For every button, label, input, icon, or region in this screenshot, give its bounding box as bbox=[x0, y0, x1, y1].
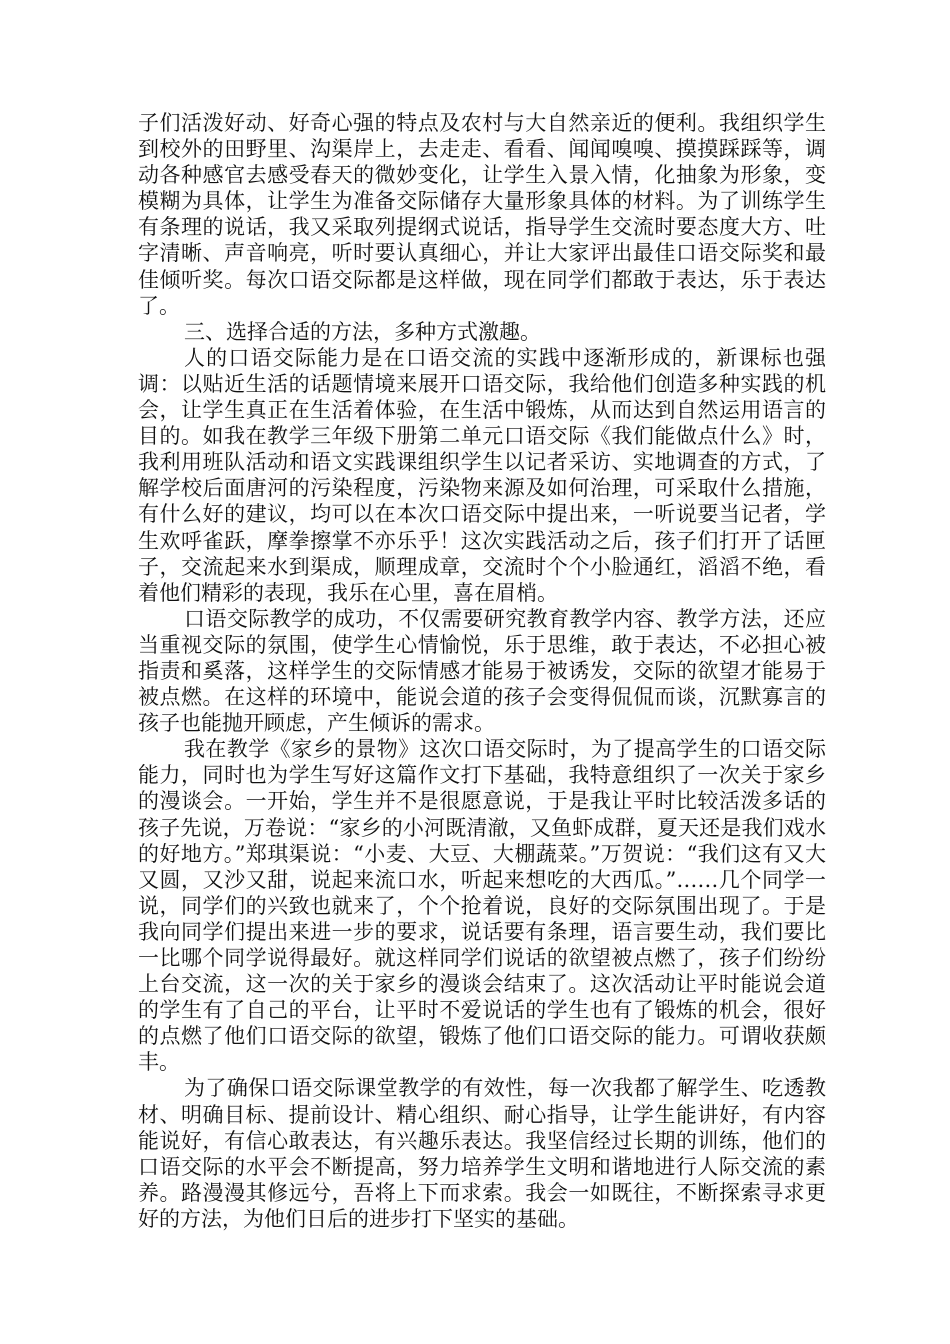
document-body bbox=[138, 110, 826, 1232]
section-heading: 三、选择合适的方法，多种方式激趣。 bbox=[184, 319, 541, 344]
paragraph-atmosphere: 口语交际教学的成功，不仅需要研究教育教学内容、教学方法，还应当重视交际的氛围，使学生心情愉悦，乐于思维，敢于表达，不必担心被指责和奚落，这样学生的交际情感才能易于被诱发，交际的欲望才能易于被点燃。在这样的环境中，能说会道的孩子会变得侃侃而谈，沉默寡言的孩子也能抛开顾虑，产生倾诉的需求。 bbox=[138, 606, 826, 736]
paragraph-continuation: 子们活泼好动、好奇心强的特点及农村与大自然亲近的便利。我组织学生到校外的田野里、沟渠岸上，去走走、看看、闻闻嗅嗅、摸摸踩踩等，调动各种感官去感受春天的微妙变化，让学生入景入情，化抽象为形象，变模糊为具体，让学生为准备交际储存大量形象具体的材料。为了训练学生有条理的说话，我又采取列提纲式说话，指导学生交流时要态度大方、吐字清晰、声音响亮，听时要认真细心，并让大家评出最佳口语交际奖和最佳倾听奖。每次口语交际都是这样做，现在同学们都敢于表达，乐于表达了。 bbox=[138, 111, 826, 318]
paragraph-hometown-talk: 我在教学《家乡的景物》这次口语交际时，为了提高学生的口语交际能力，同时也为学生写好这篇作文打下基础，我特意组织了一次关于家乡的漫谈会。一开始，学生并不是很愿意说，于是我让平时比较活泼多话的孩子先说，万卷说：“家乡的小河既清澈，又鱼虾成群，夏天还是我们戏水的好地方。”郑琪渠说：“小麦、大豆、大棚蔬菜。”万贺说：“我们这有又大又圆，又沙又甜，说起来流口水，听起来想吃的大西瓜。”……几个同学一说，同学们的兴致也就来了，个个抢着说，良好的交际氛围出现了。于是我向同学们提出来进一步的要求，说话要有条理，语言要生动，我们要比一比哪个同学说得最好。就这样同学们说话的欲望被点燃了，孩子们纷纷上台交流，这一次的关于家乡的漫谈会结束了。这次活动让平时能说会道的学生有了自己的平台，让平时不爱说话的学生也有了锻炼的机会，很好的点燃了他们口语交际的欲望，锻炼了他们口语交际的能力。可谓收获颇丰。 bbox=[138, 737, 826, 1075]
paragraph-conclusion: 为了确保口语交际课堂教学的有效性，每一次我都了解学生、吃透教材、明确目标、提前设计、精心组织、耐心指导，让学生能讲好，有内容能说好，有信心敢表达，有兴趣乐表达。我坚信经过长期的训练，他们的口语交际的水平会不断提高，努力培养学生文明和谐地进行人际交流的素养。路漫漫其修远兮，吾将上下而求索。我会一如既往，不断探索寻求更好的方法，为他们日后的进步打下坚实的基础。 bbox=[138, 1076, 826, 1231]
paragraph-practice: 人的口语交际能力是在口语交流的实践中逐渐形成的，新课标也强调：以贴近生活的话题情境来展开口语交际，我给他们创造多种实践的机会，让学生真正在生活着体验，在生活中锻炼，从而达到自然运用语言的目的。如我在教学三年级下册第二单元口语交际《我们能做点什么》时，我利用班队活动和语文实践课组织学生以记者采访、实地调查的方式，了解学校后面唐河的污染程度，污染物来源及如何治理，可采取什么措施，有什么好的建议，均可以在本次口语交际中提出来，一听说要当记者，学生欢呼雀跃，摩拳擦掌不亦乐乎！这次实践活动之后，孩子们打开了话匣子，交流起来水到渠成，顺理成章，交流时个个小脸通红，滔滔不绝，看着他们精彩的表现，我乐在心里，喜在眉梢。 bbox=[138, 345, 826, 605]
